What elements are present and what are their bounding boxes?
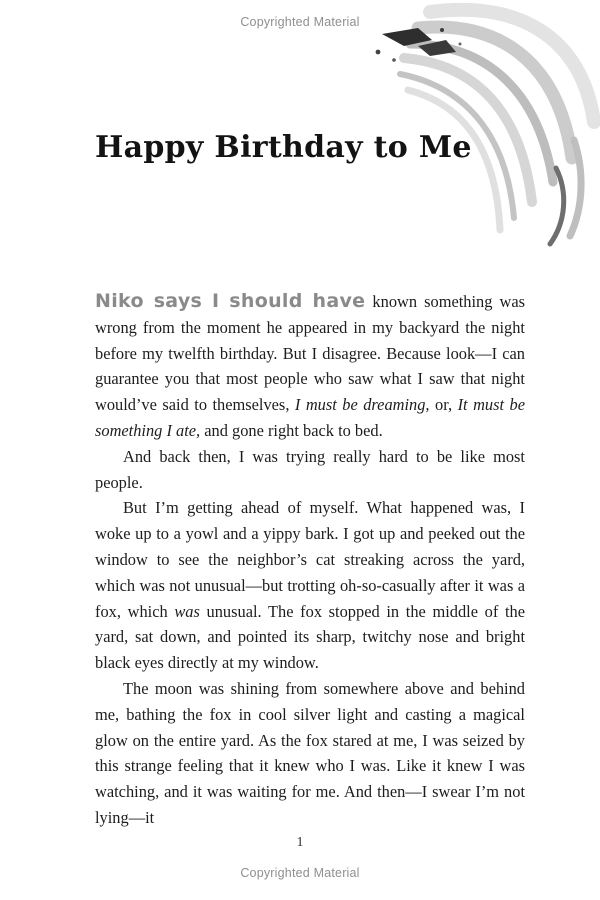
body-run: or, [429, 395, 458, 415]
paragraph [95, 289, 525, 444]
brush-swirl-artwork [360, 0, 600, 255]
copyright-notice-bottom: Copyrighted Material [240, 866, 360, 880]
body-run: known something was wrong from the moment he appeared in my backyard the night before my twelfth birthday. But I disagree. Because look—I can guarantee you that most people who saw what I saw that night would’ve said to themselves, [95, 292, 525, 415]
italic-text: was [174, 601, 200, 621]
body-run: But I’m getting ahead of myself. What happened was, I woke up to a yowl and a yippy bark. I got up and peeked out the window to see the neighbor’s cat streaking across the yard, which was not unusual—but trotting oh-so-casually after it was a fox, which [95, 498, 525, 621]
paragraph [95, 676, 525, 831]
paragraph [95, 444, 525, 496]
body-run: The moon was shining from somewhere above and behind me, bathing the fox in cool silver light and casting a magical glow on the entire yard. As the fox stared at me, I was seized by this strange feeling that it knew who I was. Like it knew I was watching, and it was waiting for me. And then—I swear I’m not lying—it [95, 678, 525, 827]
lead-in-text: Niko says I should have [95, 290, 366, 312]
page-number: 1 [296, 834, 304, 849]
italic-text: It must be something I ate, [95, 395, 525, 440]
paragraph [95, 495, 525, 676]
body-text [95, 289, 525, 831]
body-run: And back then, I was trying really hard to be like most people. [95, 446, 525, 492]
italic-text: I must be dreaming, [294, 395, 430, 415]
body-run: unusual. The fox stopped in the middle of the yard, sat down, and pointed its sharp, twitchy nose and bright black eyes directly at my window. [95, 601, 526, 673]
copyright-notice-top: Copyrighted Material [240, 15, 360, 29]
body-run: and gone right back to bed. [200, 420, 383, 440]
chapter-title: Happy Birthday to Me [95, 130, 472, 165]
